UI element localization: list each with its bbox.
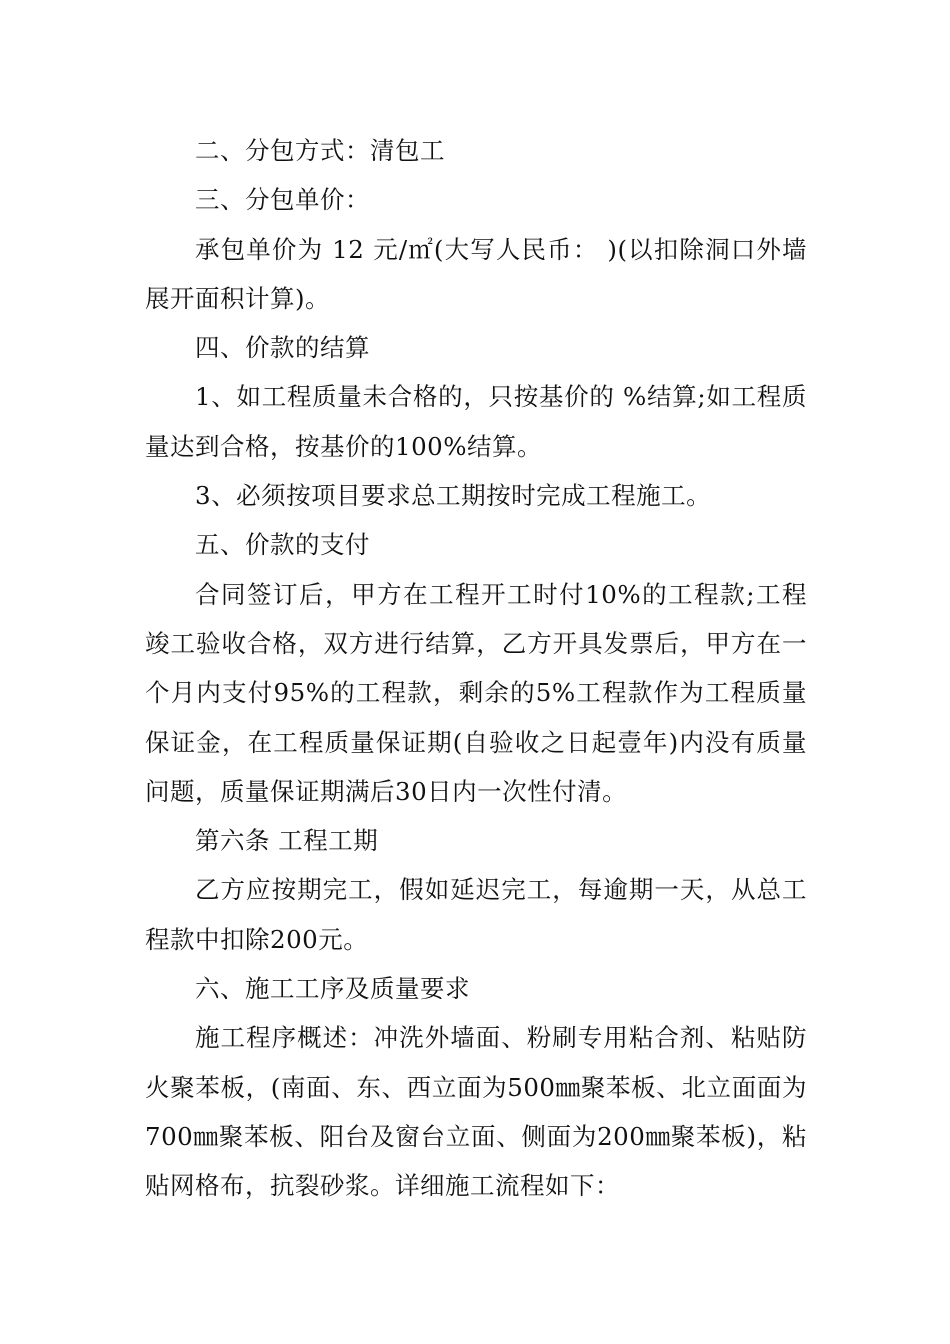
section-subcontract-method: 二、分包方式：清包工 [195, 136, 445, 165]
settlement-clause-1: 1、如工程质量未合格的，只按基价的 %结算;如工程质量达到合格，按基价的100%结算。 [145, 382, 807, 461]
section-unit-price-heading: 三、分包单价： [195, 185, 370, 215]
section-settlement-heading: 四、价款的结算 [195, 333, 370, 363]
section-process-heading: 六、施工工序及质量要求 [195, 974, 470, 1004]
article-six-heading: 第六条 工程工期 [195, 826, 379, 856]
document-body [145, 126, 807, 1211]
process-overview-paragraph: 施工程序概述：冲洗外墙面、粉刷专用粘合剂、粘贴防火聚苯板，(南面、东、西立面为500㎜聚苯板、北立面面为700㎜聚苯板、阳台及窗台立面、侧面为200㎜聚苯板)，粘贴网格布，抗裂砂浆。详细施工流程如下： [145, 1023, 807, 1201]
unit-price-paragraph: 承包单价为 12 元/㎡(大写人民币： )(以扣除洞口外墙展开面积计算)。 [145, 234, 807, 313]
payment-paragraph: 合同签订后，甲方在工程开工时付10%的工程款;工程竣工验收合格，双方进行结算，乙方开具发票后，甲方在一个月内支付95%的工程款，剩余的5%工程款作为工程质量保证金，在工程质量保证期(自验收之日起壹年)内没有质量问题，质量保证期满后30日内一次性付清。 [145, 579, 807, 806]
settlement-clause-3: 3、必须按项目要求总工期按时完成工程施工。 [195, 481, 712, 511]
schedule-paragraph: 乙方应按期完工，假如延迟完工，每逾期一天，从总工程款中扣除200元。 [145, 875, 807, 954]
section-payment-heading: 五、价款的支付 [195, 530, 370, 560]
